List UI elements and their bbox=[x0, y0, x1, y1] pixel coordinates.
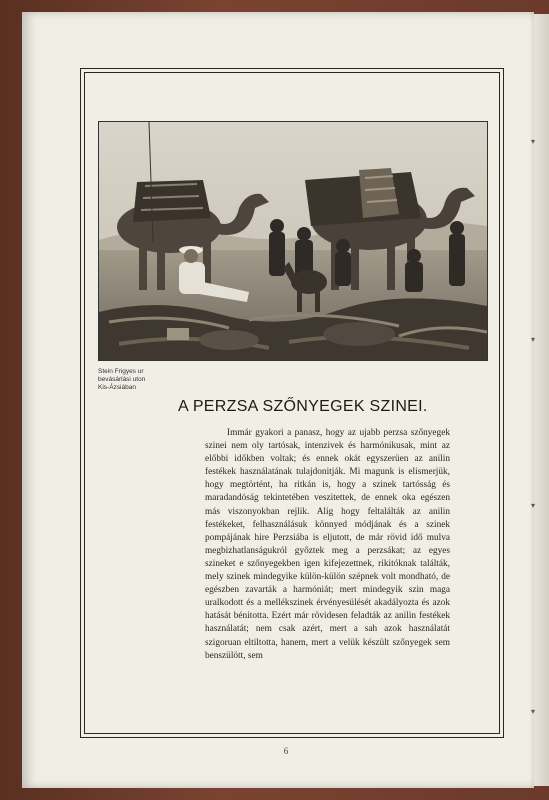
caption-line: bevásárlási uton bbox=[98, 376, 146, 383]
article-title: A PERZSA SZŐNYEGEK SZINEI. bbox=[178, 398, 428, 415]
article-paragraph: Immár gyakori a panasz, hogy az ujabb perzsa szőnyegek szinei nem oly tartósak, intenzivek és harmónikusak, mint az előbbi időkben voltak; és ennek okát egyszerüen az anilin festékek használatának tulajdonitják. Mi magunk is elismerjük, hogy megtörtént, ha ritkán is, hogy a szinek tartósság és maradandóság tekintetében veszitettek, de ennek oka egészen más viszonyokban rejlik. Alig hogy feltalálták az anilin festékeket, felhasználásuk könnyed módjának és a szinek pompájának hire Perzsiába is eljutott, de már rövid idő mulva megbizhatlanságukról győztek meg a perzsákat; az egyes szineket e szőnyegekben igen kifejezettnek, rikitóknak találták, mely szinek mindegyike külön-külön szépnek volt mondható, de egészben zavarták a harmóniát; mert mindegyik szin maga uralkodott és a mellékszinek érvényesülését akadályozta és azok hatását bénitotta. Ezért már rövidesen feladták az anilin festékek használatát; nem csak azért, mert a sah azok használatát szigoruan eltiltotta, hanem, mert a velük készült szőnyegek sem benszülött, sem bbox=[205, 428, 450, 661]
caption-line: Kis-Ázsiában bbox=[98, 384, 136, 391]
caption-line: Stein Frigyes ur bbox=[98, 368, 144, 375]
next-page-edge bbox=[534, 14, 549, 786]
binding-thread-icon: ▾ bbox=[531, 501, 536, 510]
binding-thread-icon: ▾ bbox=[531, 137, 536, 146]
binding-thread-icon: ▾ bbox=[531, 707, 536, 716]
page-number: 6 bbox=[283, 746, 289, 756]
article-body bbox=[205, 427, 450, 663]
photo-caption bbox=[98, 368, 188, 392]
camel-caravan-illustration bbox=[99, 122, 487, 360]
camel-caravan-photo bbox=[98, 121, 488, 361]
binding-thread-icon: ▾ bbox=[531, 335, 536, 344]
